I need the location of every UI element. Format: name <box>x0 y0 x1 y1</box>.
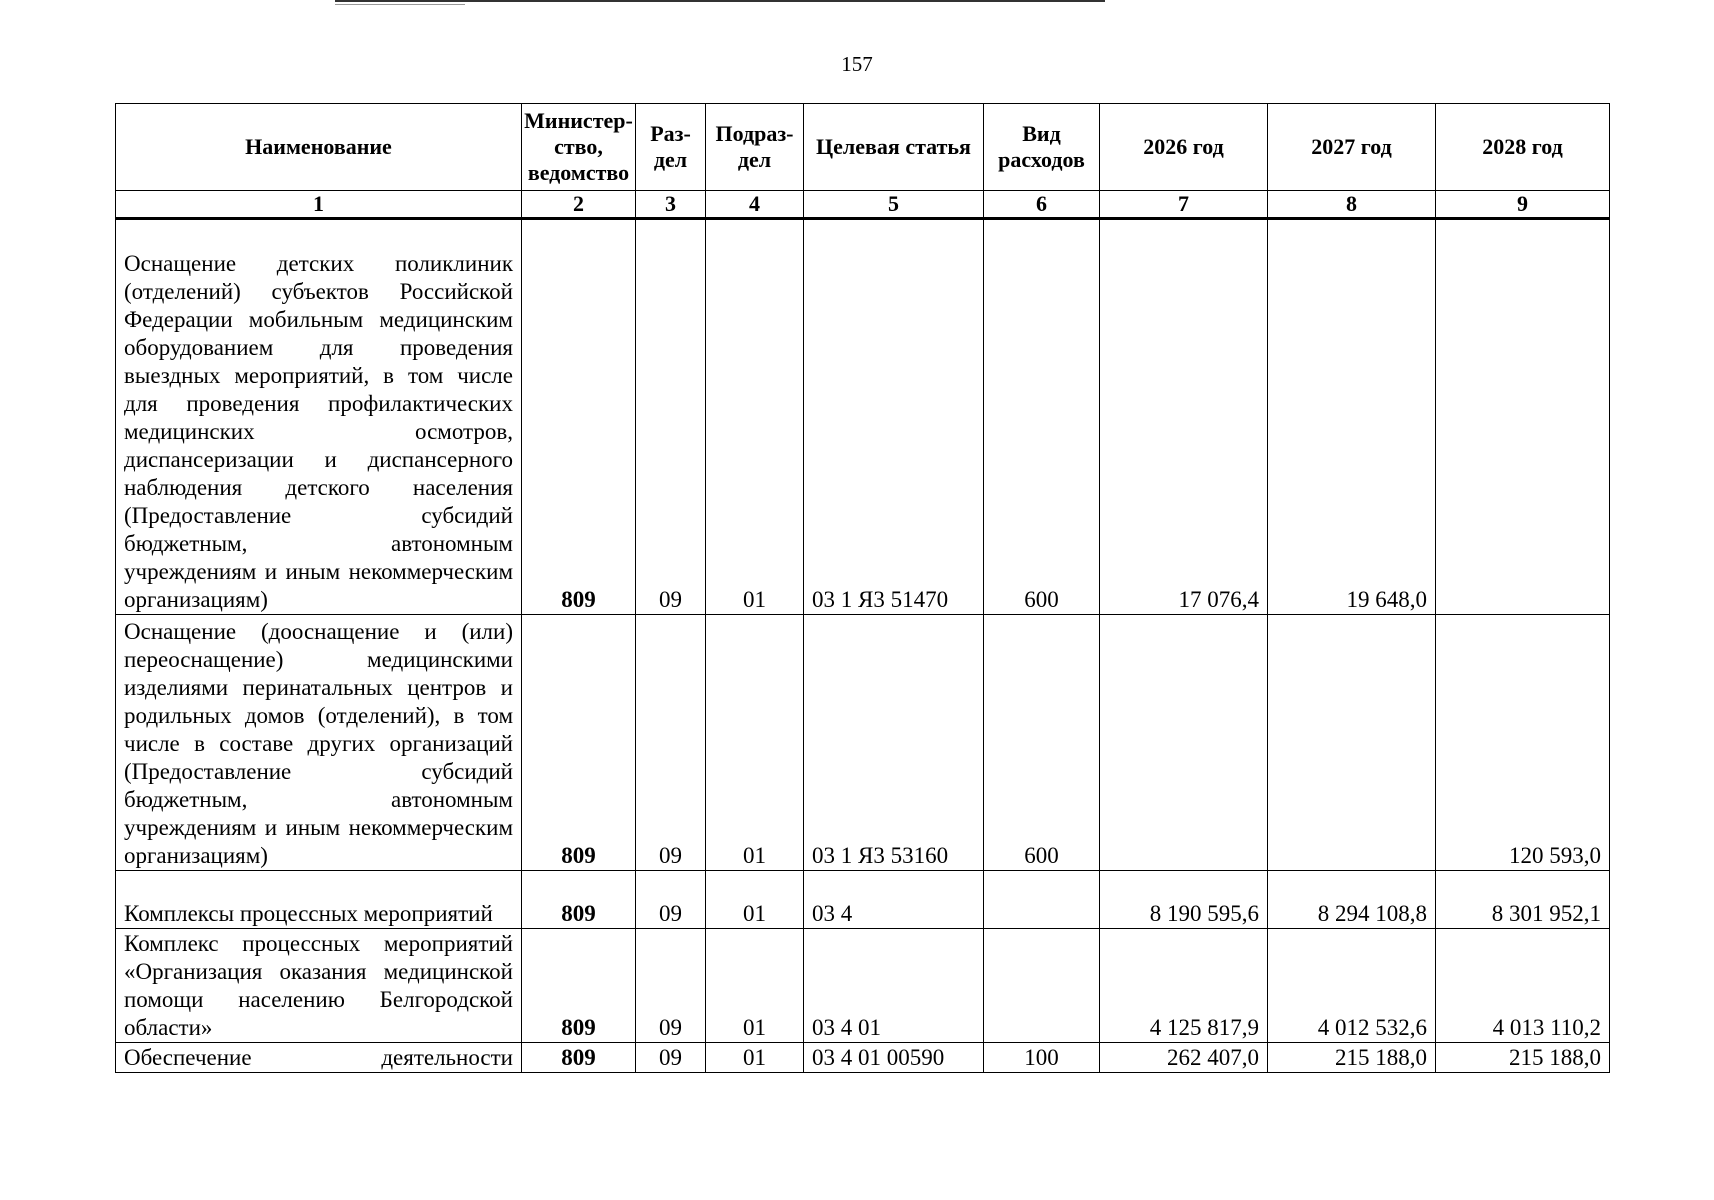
row-section: 09 <box>636 1043 706 1073</box>
table-row <box>116 1043 1610 1073</box>
row-2027: 215 188,0 <box>1268 1043 1436 1073</box>
column-number: 7 <box>1100 191 1268 219</box>
column-number-row <box>116 191 1610 219</box>
row-target: 03 1 Я3 53160 <box>804 615 984 871</box>
table-row <box>116 871 1610 929</box>
top-border-line-thin <box>335 4 465 5</box>
row-subsection: 01 <box>706 219 804 615</box>
row-2028: 4 013 110,2 <box>1436 929 1610 1043</box>
row-ministry: 809 <box>522 615 636 871</box>
row-ministry: 809 <box>522 219 636 615</box>
header-name: Наименование <box>116 104 522 191</box>
column-number: 4 <box>706 191 804 219</box>
page-number: 157 <box>841 52 873 76</box>
row-target: 03 1 Я3 51470 <box>804 219 984 615</box>
row-section: 09 <box>636 615 706 871</box>
row-name: Оснащение детских поликлиник (отделений) субъектов Российской Федерации мобильным медицинским оборудованием для проведения выездных мероприятий, в том числе для проведения профилактических медицинских осмотров, диспансеризации и диспансерного наблюдения детского населения (Предоставление субсидий бюджетным, автономным учреждениям и иным некоммерческим организациям) <box>116 219 522 615</box>
row-subsection: 01 <box>706 1043 804 1073</box>
row-section: 09 <box>636 871 706 929</box>
column-number: 3 <box>636 191 706 219</box>
row-2026: 8 190 595,6 <box>1100 871 1268 929</box>
row-2026: 4 125 817,9 <box>1100 929 1268 1043</box>
table-row <box>116 929 1610 1043</box>
table-row <box>116 219 1610 615</box>
row-subsection: 01 <box>706 615 804 871</box>
budget-table <box>115 103 1610 1073</box>
row-2028: 120 593,0 <box>1436 615 1610 871</box>
row-subsection: 01 <box>706 871 804 929</box>
row-expense-type <box>984 929 1100 1043</box>
row-2028: 215 188,0 <box>1436 1043 1610 1073</box>
row-2026 <box>1100 615 1268 871</box>
row-section: 09 <box>636 219 706 615</box>
header-row <box>116 104 1610 191</box>
row-2028: 8 301 952,1 <box>1436 871 1610 929</box>
column-number: 1 <box>116 191 522 219</box>
header-2028: 2028 год <box>1436 104 1610 191</box>
row-expense-type: 600 <box>984 615 1100 871</box>
row-expense-type: 100 <box>984 1043 1100 1073</box>
row-2027: 8 294 108,8 <box>1268 871 1436 929</box>
header-target: Целевая статья <box>804 104 984 191</box>
row-expense-type <box>984 871 1100 929</box>
row-name-text: Обеспечение деятельности <box>124 1045 513 1070</box>
column-number: 8 <box>1268 191 1436 219</box>
row-target: 03 4 01 <box>804 929 984 1043</box>
row-name <box>116 1043 522 1073</box>
row-2027 <box>1268 615 1436 871</box>
header-expense-type: Вид расходов <box>984 104 1100 191</box>
row-name: Оснащение (дооснащение и (или) переоснащение) медицинскими изделиями перинатальных центров и родильных домов (отделений), в том числе в составе других организаций (Предоставление субсидий бюджетным, автономным учреждениям и иным некоммерческим организациям) <box>116 615 522 871</box>
column-number: 2 <box>522 191 636 219</box>
top-border-line <box>335 0 1105 2</box>
row-target: 03 4 01 00590 <box>804 1043 984 1073</box>
column-number: 9 <box>1436 191 1610 219</box>
header-2027: 2027 год <box>1268 104 1436 191</box>
row-expense-type: 600 <box>984 219 1100 615</box>
row-2026: 17 076,4 <box>1100 219 1268 615</box>
row-2026: 262 407,0 <box>1100 1043 1268 1073</box>
row-ministry: 809 <box>522 871 636 929</box>
column-number: 6 <box>984 191 1100 219</box>
row-2027: 4 012 532,6 <box>1268 929 1436 1043</box>
row-target: 03 4 <box>804 871 984 929</box>
row-2028 <box>1436 219 1610 615</box>
row-name: Комплексы процессных мероприятий <box>116 871 522 929</box>
table-row <box>116 615 1610 871</box>
row-section: 09 <box>636 929 706 1043</box>
header-section: Раз-дел <box>636 104 706 191</box>
header-subsection: Подраз-дел <box>706 104 804 191</box>
column-number: 5 <box>804 191 984 219</box>
header-2026: 2026 год <box>1100 104 1268 191</box>
row-2027: 19 648,0 <box>1268 219 1436 615</box>
row-ministry: 809 <box>522 929 636 1043</box>
row-ministry: 809 <box>522 1043 636 1073</box>
header-ministry: Министер-ство, ведомство <box>522 104 636 191</box>
row-subsection: 01 <box>706 929 804 1043</box>
row-name: Комплекс процессных мероприятий «Организация оказания медицинской помощи населению Белгородской области» <box>116 929 522 1043</box>
